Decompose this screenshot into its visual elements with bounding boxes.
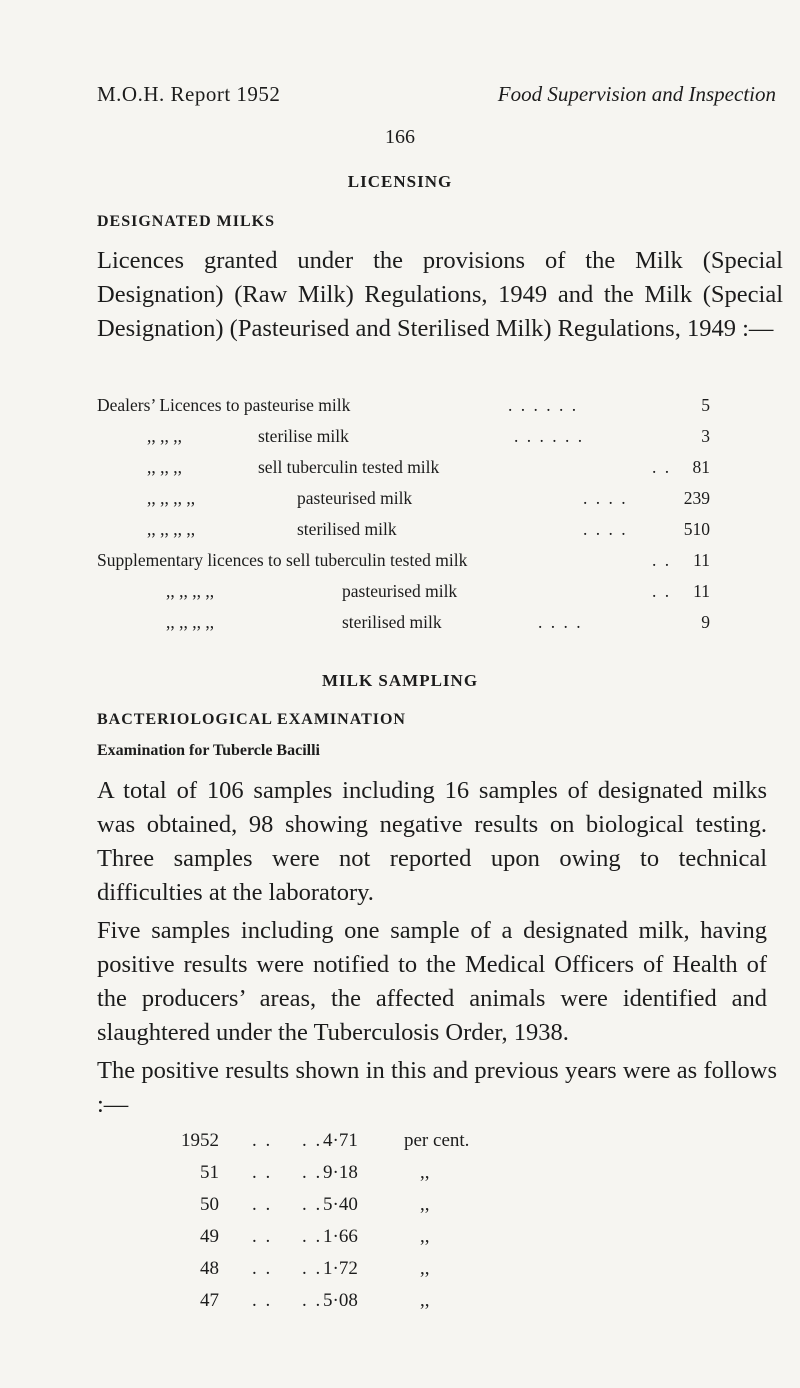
bacteriological-heading: BACTERIOLOGICAL EXAMINATION	[97, 711, 406, 728]
result-percent: 9·18	[323, 1162, 358, 1183]
licence-label: pasteurised milk	[297, 488, 413, 508]
licence-count: 3	[701, 426, 710, 446]
licence-label: Dealers’ Licences to pasteurise milk	[97, 395, 351, 415]
tubercle-heading: Examination for Tubercle Bacilli	[97, 742, 320, 759]
licence-row	[0, 457, 800, 483]
ditto-marks: ,, ,, ,, ,,	[166, 581, 215, 601]
licence-count: 11	[693, 550, 710, 570]
page-number: 166	[385, 126, 415, 148]
result-percent: 1·66	[323, 1226, 358, 1247]
leader-dots: . .	[302, 1226, 323, 1247]
designated-milks-heading: DESIGNATED MILKS	[97, 213, 275, 230]
licence-row	[0, 519, 800, 545]
result-unit: ,,	[420, 1290, 430, 1311]
leader-dots: . .	[252, 1130, 273, 1151]
licence-label: sterilised milk	[297, 519, 397, 539]
licensing-intro: Licences granted under the provisions of the Milk (Special Designation) (Raw Milk) Regulations, 1949 and the Milk (Special Designation) (Pasteurised and Sterilised Milk) Regulations, 1949 :—	[97, 247, 783, 342]
result-unit: per cent.	[404, 1130, 470, 1151]
result-year: 48	[200, 1258, 219, 1279]
leader-dots: . . . . . .	[508, 395, 579, 415]
licence-row	[0, 395, 800, 421]
leader-dots: . .	[252, 1226, 273, 1247]
leader-dots: . .	[302, 1194, 323, 1215]
leader-dots: . .	[252, 1258, 273, 1279]
leader-dots: . .	[302, 1290, 323, 1311]
result-percent: 5·40	[323, 1194, 358, 1215]
licence-count: 510	[683, 519, 710, 539]
leader-dots: . .	[302, 1162, 323, 1183]
ditto-marks: ,, ,, ,, ,,	[147, 488, 196, 508]
licence-count: 239	[683, 488, 710, 508]
result-row	[0, 1290, 800, 1316]
result-unit: ,,	[420, 1226, 430, 1247]
ditto-marks: ,, ,, ,, ,,	[147, 519, 196, 539]
result-year: 47	[200, 1290, 219, 1311]
leader-dots: . .	[252, 1290, 273, 1311]
ditto-marks: ,, ,, ,,	[147, 426, 182, 446]
licence-count: 5	[701, 395, 710, 415]
licence-row	[0, 550, 800, 576]
licence-row	[0, 581, 800, 607]
result-row	[0, 1194, 800, 1220]
result-unit: ,,	[420, 1194, 430, 1215]
licence-row	[0, 612, 800, 638]
result-row	[0, 1226, 800, 1252]
milk-sampling-heading: MILK SAMPLING	[321, 671, 479, 690]
leader-dots: . . . .	[583, 519, 628, 539]
leader-dots: . .	[252, 1162, 273, 1183]
result-row	[0, 1162, 800, 1188]
licence-count: 9	[701, 612, 710, 632]
licence-label: sterilised milk	[342, 612, 442, 632]
licence-label: sterilise milk	[258, 426, 349, 446]
result-year: 51	[200, 1162, 219, 1183]
result-unit: ,,	[420, 1258, 430, 1279]
result-percent: 1·72	[323, 1258, 358, 1279]
licence-label: sell tuberculin tested milk	[258, 457, 440, 477]
result-unit: ,,	[420, 1162, 430, 1183]
leader-dots: . . . . . .	[514, 426, 585, 446]
licence-label: Supplementary licences to sell tuberculin tested milk	[97, 550, 468, 570]
licence-row	[0, 488, 800, 514]
ditto-marks: ,, ,, ,, ,,	[166, 612, 215, 632]
result-percent: 5·08	[323, 1290, 358, 1311]
licensing-heading: LICENSING	[347, 172, 453, 191]
result-year: 1952	[181, 1130, 219, 1151]
result-year: 50	[200, 1194, 219, 1215]
result-percent: 4·71	[323, 1130, 358, 1151]
leader-dots: . .	[302, 1258, 323, 1279]
leader-dots: . .	[652, 457, 672, 477]
leader-dots: . . . .	[538, 612, 583, 632]
positive-results-paragraph: Five samples including one sample of a designated milk, having positive results were notified to the Medical Officers of Health of the producers’ areas, the affected animals were identified and slaughtered under the Tuberculosis Order, 1938.	[97, 917, 767, 1046]
licence-count: 81	[692, 457, 710, 477]
licence-row	[0, 426, 800, 452]
leader-dots: . .	[252, 1194, 273, 1215]
previous-years-paragraph: The positive results shown in this and previous years were as follows :—	[97, 1057, 777, 1118]
licence-label: pasteurised milk	[342, 581, 458, 601]
leader-dots: . . . .	[583, 488, 628, 508]
licence-count: 11	[693, 581, 710, 601]
ditto-marks: ,, ,, ,,	[147, 457, 182, 477]
report-title: M.O.H. Report 1952	[97, 82, 281, 106]
leader-dots: . .	[302, 1130, 323, 1151]
leader-dots: . .	[652, 550, 672, 570]
section-title: Food Supervision and Inspection	[497, 82, 776, 106]
result-year: 49	[200, 1226, 219, 1247]
samples-paragraph: A total of 106 samples including 16 samples of designated milks was obtained, 98 showing negative results on biological testing. Three samples were not reported upon owing to technical difficulties at the laboratory.	[97, 777, 767, 906]
result-row	[0, 1130, 800, 1156]
result-row	[0, 1258, 800, 1284]
leader-dots: . .	[652, 581, 672, 601]
